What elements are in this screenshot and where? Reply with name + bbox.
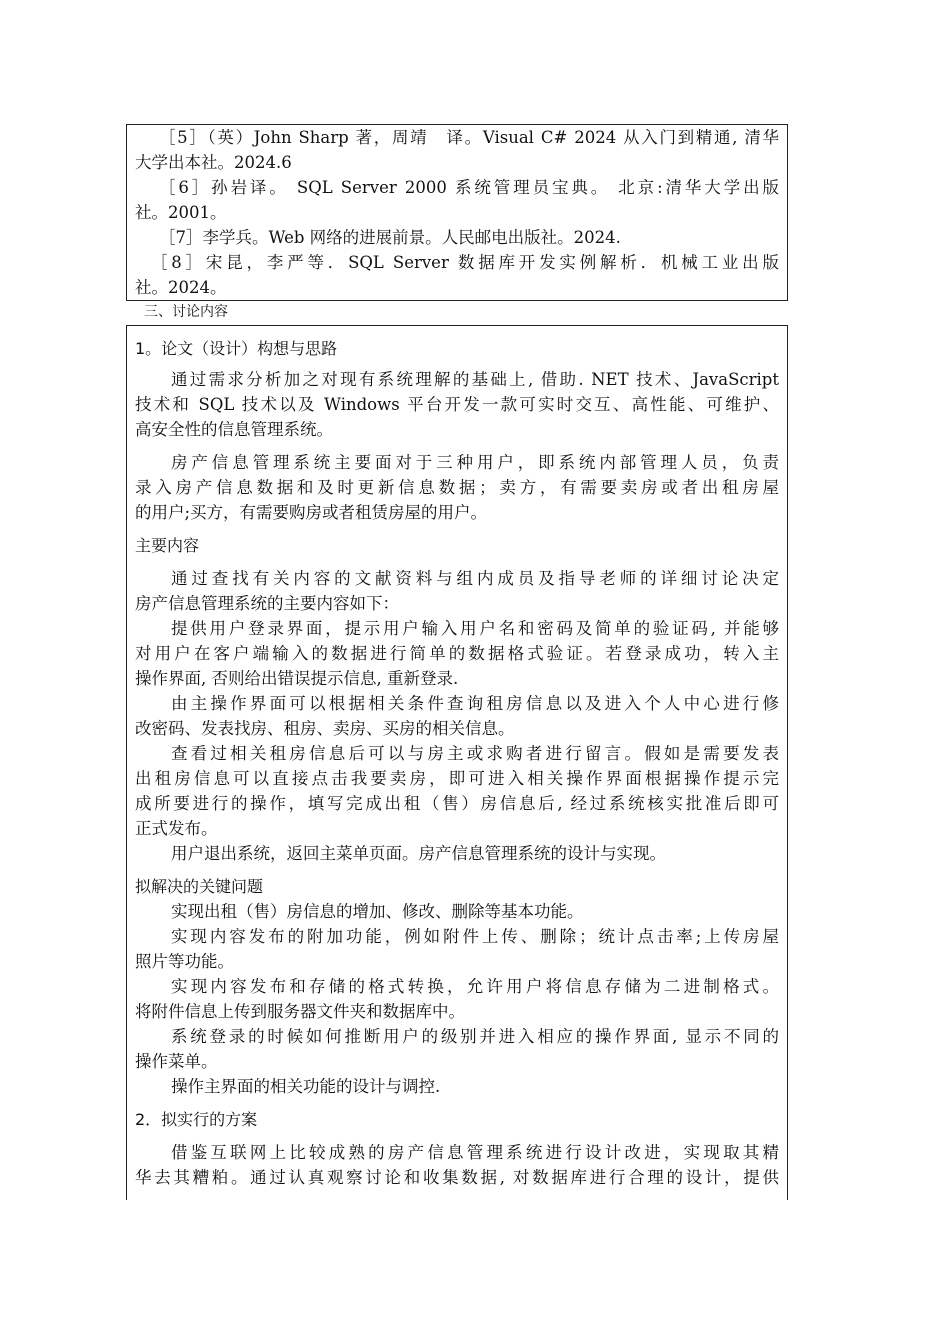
main-line: 房产信息管理系统的主要内容如下：: [135, 594, 399, 613]
para1-line: 高安全性的信息管理系统。: [135, 420, 333, 439]
reference-5-line1: ［5］（英）John Sharp 著，周靖 译。Visual C# 2024 从入门到精通, 清华: [159, 128, 779, 147]
key-line: 系统登录的时候如何推断用户的级别并进入相应的操作界面, 显示不同的: [171, 1027, 779, 1046]
discussion-box: [126, 325, 788, 1200]
reference-6-line1: ［6］孙岩译。 SQL Server 2000 系统管理员宝典。 北京:清华大学出版: [159, 178, 779, 197]
reference-6-line2: 社。2001。: [135, 203, 227, 222]
main-line: 对用户在客户端输入的数据进行简单的数据格式验证。若登录成功，转入主: [135, 644, 779, 663]
main-line: 成所要进行的操作，填写完成出租（售）房信息后, 经过系统核实批准后即可: [135, 794, 779, 813]
main-line: 由主操作界面可以根据相关条件查询租房信息以及进入个人中心进行修: [171, 694, 779, 713]
main-line: 出租房信息可以直接点击我要卖房，即可进入相关操作界面根据操作提示完: [135, 769, 779, 788]
main-line: 正式发布。: [135, 819, 218, 838]
para2-line: 录入房产信息数据和及时更新信息数据；卖方，有需要卖房或者出租房屋: [135, 478, 779, 497]
heading-key-problems: 拟解决的关键问题: [135, 877, 264, 896]
main-line: 提供用户登录界面，提示用户输入用户名和密码及简单的验证码, 并能够: [171, 619, 779, 638]
key-line: 实现内容发布和存储的格式转换，允许用户将信息存储为二进制格式。: [171, 977, 779, 996]
reference-7: ［7］李学兵。Web 网络的进展前景。人民邮电出版社。2024.: [159, 228, 621, 247]
key-line: 照片等功能。: [135, 952, 234, 971]
plan-line: 借鉴互联网上比较成熟的房产信息管理系统进行设计改进，实现取其精: [171, 1143, 779, 1162]
main-line: 查看过相关租房信息后可以与房主或求购者进行留言。假如是需要发表: [171, 744, 779, 763]
heading-design-idea: 1。论文（设计）构想与思路: [135, 339, 338, 358]
section-3-title: 三、讨论内容: [144, 304, 228, 320]
para2-line: 房产信息管理系统主要面对于三种用户，即系统内部管理人员，负责: [171, 453, 779, 472]
key-line: 实现出租（售）房信息的增加、修改、删除等基本功能。: [171, 902, 584, 921]
key-line: 将附件信息上传到服务器文件夹和数据库中。: [135, 1002, 465, 1021]
main-line: 用户退出系统，返回主菜单页面。房产信息管理系统的设计与实现。: [171, 844, 666, 863]
main-line: 改密码、发表找房、租房、卖房、买房的相关信息。: [135, 719, 515, 738]
para1-line: 通过需求分析加之对现有系统理解的基础上, 借助. NET 技术、JavaScript: [171, 370, 779, 389]
references-box: [126, 124, 788, 301]
key-line: 实现内容发布的附加功能，例如附件上传、删除；统计点击率;上传房屋: [171, 927, 779, 946]
heading-main-content: 主要内容: [135, 536, 200, 555]
reference-5-line2: 大学出本社。2024.6: [135, 153, 292, 172]
plan-line: 华去其糟粕。通过认真观察讨论和收集数据, 对数据库进行合理的设计，提供: [135, 1168, 779, 1187]
key-line: 操作主界面的相关功能的设计与调控.: [171, 1077, 441, 1096]
reference-8-line2: 社。2024。: [135, 278, 227, 297]
para2-line: 的用户;买方，有需要购房或者租赁房屋的用户。: [135, 503, 488, 522]
main-line: 通过查找有关内容的文献资料与组内成员及指导老师的详细讨论决定: [171, 569, 779, 588]
key-line: 操作菜单。: [135, 1052, 218, 1071]
heading-plan: 2．拟实行的方案: [135, 1110, 258, 1129]
para1-line: 技术和 SQL 技术以及 Windows 平台开发一款可实时交互、高性能、可维护、: [135, 395, 779, 414]
reference-8-line1: ［8］宋昆，李严等．SQL Server 数据库开发实例解析．机械工业出版: [151, 253, 779, 272]
main-line: 操作界面, 否则给出错误提示信息, 重新登录.: [135, 669, 459, 688]
